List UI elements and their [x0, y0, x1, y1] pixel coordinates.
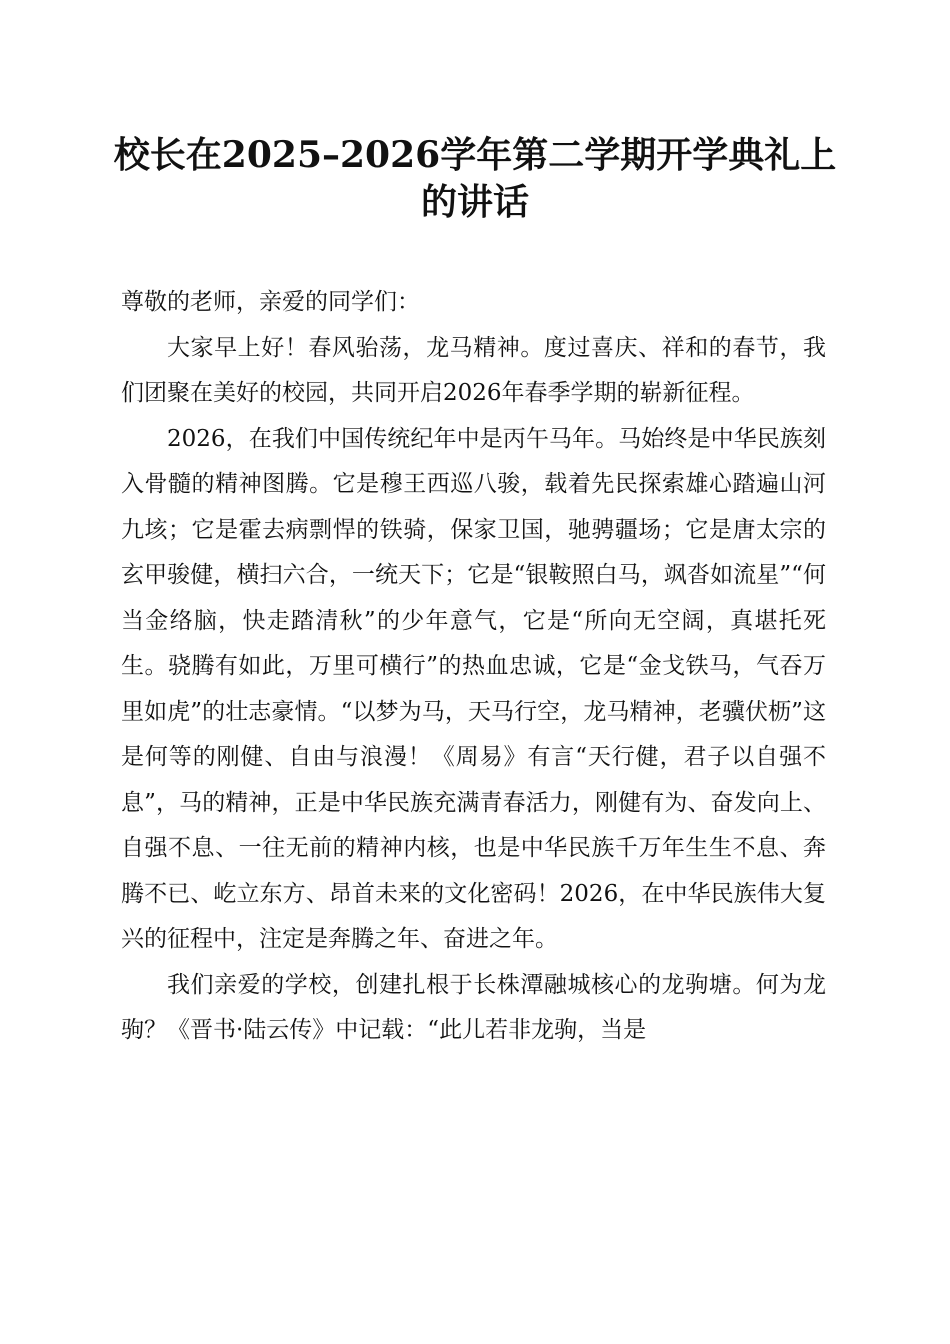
document-body	[121, 280, 826, 1054]
paragraph-2: 2026，在我们中国传统纪年中是丙午马年。马始终是中华民族刻入骨髓的精神图腾。它是穆王西巡八骏，载着先民探索雄心踏遍山河九垓；它是霍去病剽悍的铁骑，保家卫国，驰骋疆场；它是唐太宗的玄甲骏健，横扫六合，一统天下；它是“银鞍照白马，飒沓如流星”“何当金络脑，快走踏清秋”的少年意气，它是“所向无空阔，真堪托死生。骁腾有如此，万里可横行”的热血忠诚，它是“金戈铁马，气吞万里如虎”的壮志豪情。“以梦为马，天马行空，龙马精神，老骥伏枥”这是何等的刚健、自由与浪漫！《周易》有言“天行健，君子以自强不息”，马的精神，正是中华民族充满青春活力，刚健有为、奋发向上、自强不息、一往无前的精神内核，也是中华民族千万年生生不息、奔腾不已、屹立东方、昂首未来的文化密码！2026，在中华民族伟大复兴的征程中，注定是奔腾之年、奋进之年。	[121, 425, 826, 952]
document-title: 校长在2025–2026学年第二学期开学典礼上的讲话	[113, 134, 837, 223]
salutation: 尊敬的老师，亲爱的同学们：	[121, 289, 420, 315]
paragraph-1: 大家早上好！春风骀荡，龙马精神。度过喜庆、祥和的春节，我们团聚在美好的校园，共同开启2026年春季学期的崭新征程。	[121, 334, 826, 406]
paragraph-3: 我们亲爱的学校，创建扎根于长株潭融城核心的龙驹塘。何为龙驹？《晋书·陆云传》中记载：“此儿若非龙驹，当是	[121, 971, 826, 1043]
